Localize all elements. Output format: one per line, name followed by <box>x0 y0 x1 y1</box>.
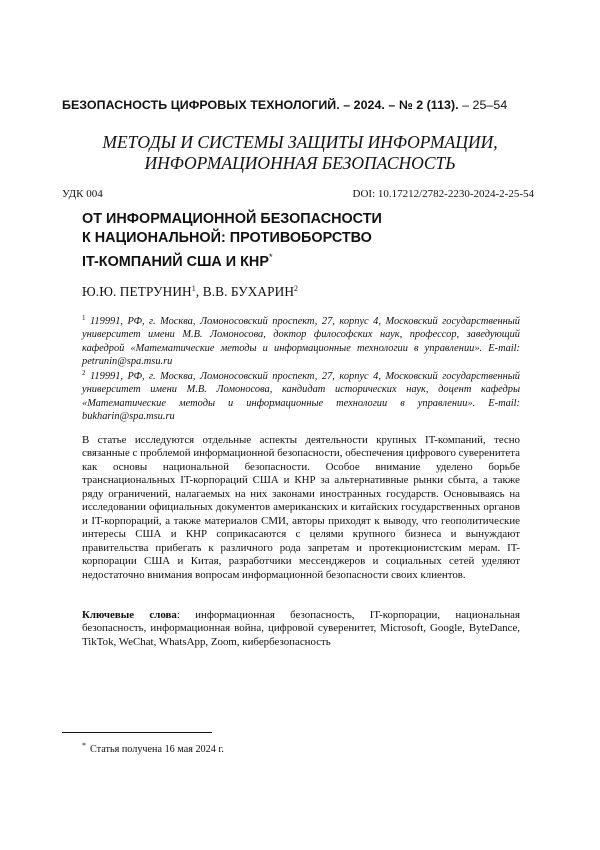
section-title-line-1: МЕТОДЫ И СИСТЕМЫ ЗАЩИТЫ ИНФОРМАЦИИ, <box>102 132 498 152</box>
doi: DOI: 10.17212/2782-2230-2024-2-25-54 <box>352 188 534 200</box>
footnote <box>82 741 224 755</box>
affiliation-1-text: 119991, РФ, г. Москва, Ломоносовский проспект, 27, корпус 4, Московский государственный университет имени М.В. Ломоносова, доктор философских наук, профессор, заведующий кафедрой «Математические методы и информационные технологии в управлении». E-mail: petrunin@spa.msu.ru <box>82 316 520 368</box>
keywords <box>82 609 520 649</box>
author-1-affiliation-mark: 1 <box>191 284 196 293</box>
journal-citation: БЕЗОПАСНОСТЬ ЦИФРОВЫХ ТЕХНОЛОГИЙ. – 2024. – № 2 (113). <box>62 98 459 112</box>
keywords-list: : информационная безопасность, IT-корпорации, национальная безопасность, информационная война, цифровой суверенитет, Microsoft, Google, ByteDance, TikTok, WeChat, WhatsApp, Zoom, кибербезопасность <box>82 609 520 648</box>
article-title-line-1: ОТ ИНФОРМАЦИОННОЙ БЕЗОПАСНОСТИ <box>82 211 382 227</box>
footnote-mark: * <box>82 741 86 750</box>
author-separator: , <box>195 284 203 299</box>
abstract: В статье исследуются отдельные аспекты деятельности крупных IT-компаний, тесно связанные с проблемой информационной безопасности, обеспечения цифрового суверенитета как основы национальной безопасности. Особое внимание уделено борьбе транснациональных IT-корпораций США и КНР за альтернативные рынки сбыта, а также ряду ограничений, налагаемых на них законами иностранных государств. Основываясь на исследовании официальных документов американских и китайских государственных органов и IT-корпораций, а также материалов СМИ, авторы приходят к выводу, что геополитические интересы США и КНР соприкасаются с целями крупного бизнеса и вынуждают правительства прибегать к различного рода запретам и протекционистским мерам. IT-корпорации США и Китая, разработчики мессенджеров и социальных сетей уделяют недостаточно внимания вопросам информационной безопасности своих клиентов. <box>82 434 520 581</box>
title-footnote-mark: * <box>268 252 273 262</box>
section-title <box>40 132 560 174</box>
udk-code: УДК 004 <box>62 188 103 200</box>
authors <box>82 284 298 300</box>
keywords-label: Ключевые слова <box>82 609 177 621</box>
affiliation-1 <box>82 312 520 369</box>
page-range: – 25–54 <box>458 98 508 112</box>
affiliation-2-text: 119991, РФ, г. Москва, Ломоносовский проспект, 27, корпус 4, Московский государственный университет имени М.В. Ломоносова, кандидат исторических наук, доцент кафедры «Математические методы и информационные технологии в управлении». E-mail: bukharin@spa.msu.ru <box>82 371 520 423</box>
section-title-line-2: ИНФОРМАЦИОННАЯ БЕЗОПАСНОСТЬ <box>144 153 456 173</box>
author-2: В.В. БУХАРИН <box>202 284 295 299</box>
affiliation-1-mark: 1 <box>82 314 86 322</box>
author-1: Ю.Ю. ПЕТРУНИН <box>82 284 192 299</box>
author-2-affiliation-mark: 2 <box>294 284 299 293</box>
article-title <box>82 210 502 272</box>
affiliation-2 <box>82 367 520 424</box>
journal-header <box>62 98 542 112</box>
article-title-line-2: К НАЦИОНАЛЬНОЙ: ПРОТИВОБОРСТВО <box>82 230 372 246</box>
footnote-divider <box>62 732 212 733</box>
affiliation-2-mark: 2 <box>82 369 86 377</box>
article-title-line-3: IT-КОМПАНИЙ США И КНР <box>82 254 269 270</box>
footnote-text: Статья получена 16 мая 2024 г. <box>90 744 224 755</box>
